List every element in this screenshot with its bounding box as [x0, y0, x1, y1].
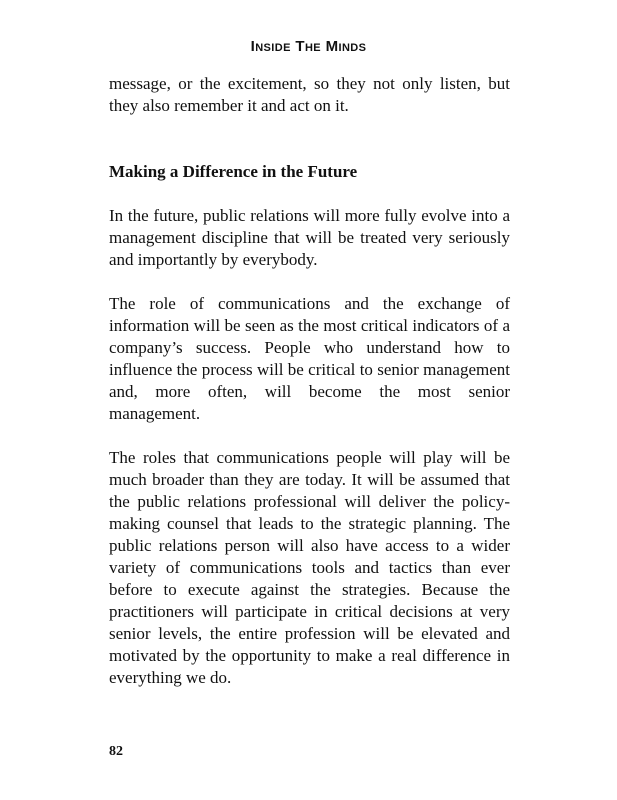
paragraph-spacer [109, 183, 510, 205]
paragraph-spacer [109, 271, 510, 293]
running-header: Inside The Minds [250, 38, 367, 55]
paragraph: In the future, public relations will more fully evolve into a management discipline that will be treated very seriously and importantly by everybody. [109, 206, 510, 269]
paragraph-spacer [109, 425, 510, 447]
page-number: 82 [109, 744, 123, 759]
page-body [109, 73, 510, 689]
continuation-paragraph: message, or the excitement, so they not only listen, but they also remember it and act on it. [109, 74, 510, 115]
section-spacer [109, 117, 510, 161]
paragraph: The role of communications and the exchange of information will be seen as the most critical indicators of a company’s success. People who understand how to influence the process will be critical to senior management and, more often, will become the most senior management. [109, 294, 510, 423]
section-heading: Making a Difference in the Future [109, 162, 358, 181]
paragraph: The roles that communications people will play will be much broader than they are today. It will be assumed that the public relations professional will deliver the policy-making counsel that leads to the strategic planning. The public relations person will also have access to a wider variety of communications tools and tactics than ever before to execute against the strategies. Because the practitioners will participate in critical decisions at very senior levels, the entire profession will be elevated and motivated by the opportunity to make a real difference in everything we do. [109, 448, 510, 687]
